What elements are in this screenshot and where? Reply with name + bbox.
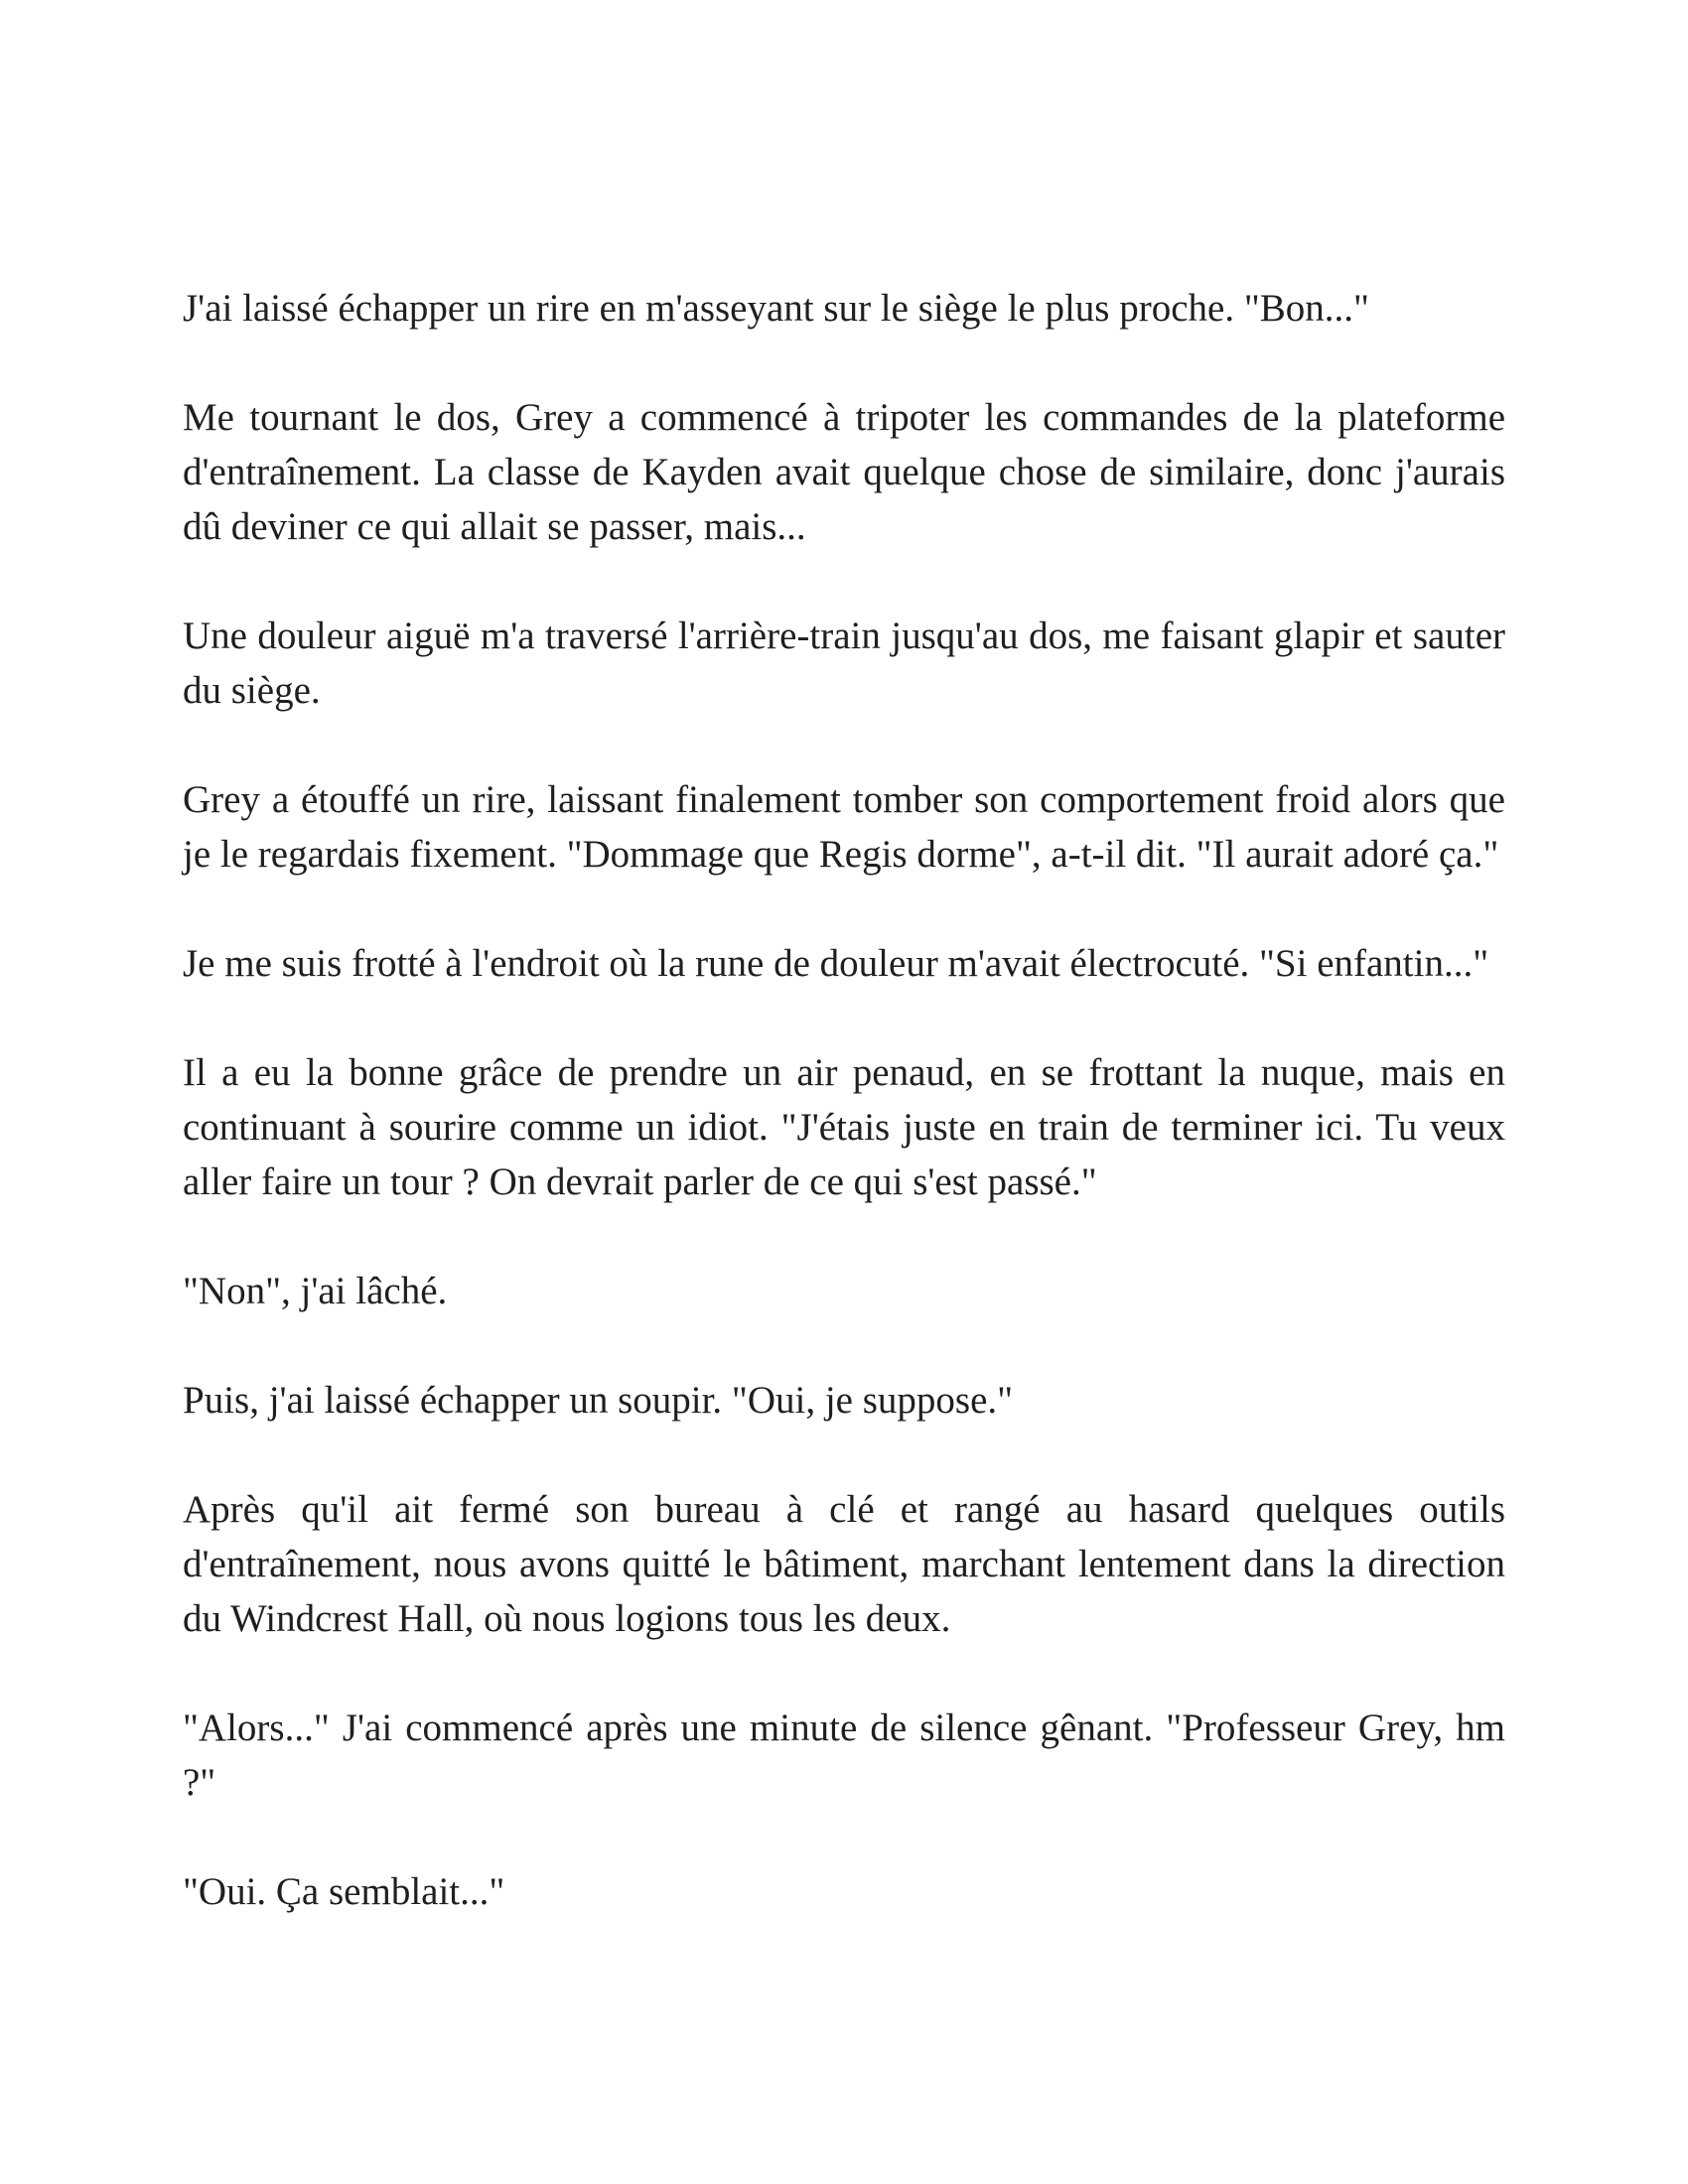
paragraph: Me tournant le dos, Grey a commencé à tripoter les commandes de la plateforme d'entraînement. La classe de Kayden avait quelque chose de similaire, donc j'aurais dû deviner ce qui allait se passer, mais... [183, 396, 1505, 548]
document-body [183, 281, 1505, 1919]
paragraph: "Non", j'ai lâché. [183, 1270, 448, 1312]
paragraph: Après qu'il ait fermé son bureau à clé et rangé au hasard quelques outils d'entraînement, nous avons quitté le bâtiment, marchant lentement dans la direction du Windcrest Hall, où nous logions tous les deux. [183, 1488, 1505, 1640]
paragraph: Grey a étouffé un rire, laissant finalement tomber son comportement froid alors que je le regardais fixement. "Dommage que Regis dorme", a-t-il dit. "Il aurait adoré ça." [183, 778, 1505, 876]
paragraph: J'ai laissé échapper un rire en m'asseyant sur le siège le plus proche. "Bon..." [183, 287, 1369, 330]
paragraph: Une douleur aiguë m'a traversé l'arrière-train jusqu'au dos, me faisant glapir et sauter du siège. [183, 614, 1505, 712]
paragraph: Il a eu la bonne grâce de prendre un air penaud, en se frottant la nuque, mais en continuant à sourire comme un idiot. "J'étais juste en train de terminer ici. Tu veux aller faire un tour ? On devrait parler de ce qui s'est passé." [183, 1051, 1505, 1203]
paragraph: Puis, j'ai laissé échapper un soupir. "Oui, je suppose." [183, 1379, 1014, 1422]
paragraph: "Alors..." J'ai commencé après une minute de silence gênant. "Professeur Grey, hm ?" [183, 1706, 1505, 1804]
paragraph: Je me suis frotté à l'endroit où la rune de douleur m'avait électrocuté. "Si enfantin..." [183, 942, 1489, 985]
paragraph: "Oui. Ça semblait..." [183, 1870, 505, 1913]
